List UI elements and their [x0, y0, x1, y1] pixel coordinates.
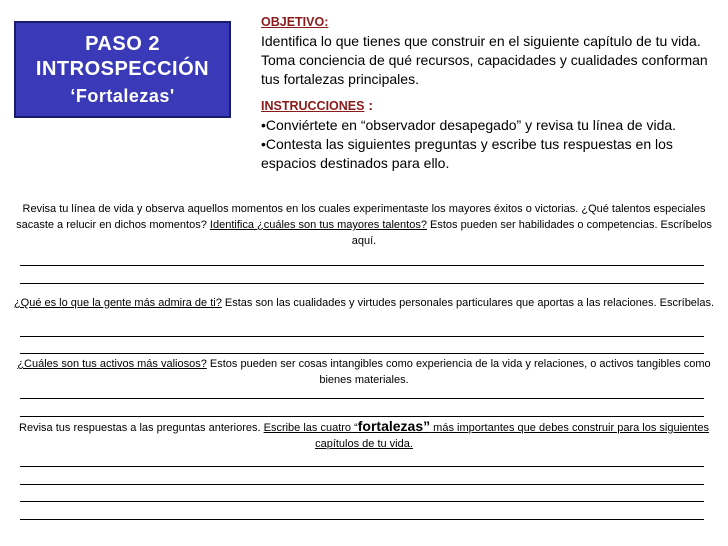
answer-line[interactable]: [20, 353, 704, 354]
answer-line[interactable]: [20, 283, 704, 284]
question-4-prompt-start: Escribe las cuatro “: [263, 422, 358, 434]
step-number: PASO 2: [85, 33, 160, 55]
question-1-detail: Estos pueden ser habilidades o competencias. Escríbelos aquí.: [351, 219, 712, 247]
instructions-label: INSTRUCCIONES: [261, 99, 365, 113]
objective-label: OBJETIVO:: [261, 15, 329, 29]
question-3-prompt: ¿Cuáles son tus activos más valiosos?: [17, 358, 207, 370]
answer-line[interactable]: [20, 416, 704, 417]
question-4-keyword: fortalezas”: [357, 418, 431, 434]
question-strengths: [8, 418, 720, 452]
step-subtitle: ‘Fortalezas': [70, 86, 175, 106]
question-3-detail: Estos pueden ser cosas intangibles como experiencia de la vida y relaciones, o activos tangibles como bienes materiales.: [206, 358, 711, 386]
answer-line[interactable]: [20, 398, 704, 399]
instruction-bullet-1: •Conviértete en “observador desapegado” y revisa tu línea de vida.: [261, 117, 677, 133]
step-title-box: [14, 21, 231, 118]
question-4-intro: Revisa tus respuestas a las preguntas anteriores.: [19, 422, 264, 434]
question-4-prompt-end: más importantes que debes construir para los siguientes capítulos de tu vida.: [315, 422, 709, 450]
question-talents: [8, 201, 720, 249]
answer-line[interactable]: [20, 336, 704, 337]
objective-instructions-panel: [261, 12, 716, 173]
instructions-section: [261, 96, 716, 116]
question-2-detail: Estas son las cualidades y virtudes personales particulares que aportas a las relaciones. Escríbelas.: [221, 297, 715, 309]
answer-line[interactable]: [20, 501, 704, 502]
question-1-prompt: Identifica ¿cuáles son tus mayores talentos?: [209, 219, 427, 231]
instruction-bullet-2: •Contesta las siguientes preguntas y escribe tus respuestas en los espacios destinados para ello.: [261, 136, 673, 171]
question-1-intro: Revisa tu línea de vida y observa aquellos momentos en los cuales experimentaste los mayores éxitos o victorias. ¿Qué talentos especiales sacaste a relucir en dichos momentos?: [16, 203, 706, 231]
question-assets: [8, 356, 720, 388]
question-admiration: [8, 295, 720, 311]
question-2-prompt: ¿Qué es lo que la gente más admira de ti?: [13, 297, 222, 309]
answer-line[interactable]: [20, 519, 704, 520]
objective-section: [261, 12, 716, 89]
objective-text: Identifica lo que tienes que construir en el siguiente capítulo de tu vida. Toma conciencia de qué recursos, capacidades y cualidades conforman tus fortalezas principales.: [261, 33, 708, 87]
answer-line[interactable]: [20, 265, 704, 266]
answer-line[interactable]: [20, 484, 704, 485]
instructions-colon: :: [364, 97, 374, 113]
step-name: INTROSPECCIÓN: [35, 58, 210, 80]
answer-line[interactable]: [20, 466, 704, 467]
